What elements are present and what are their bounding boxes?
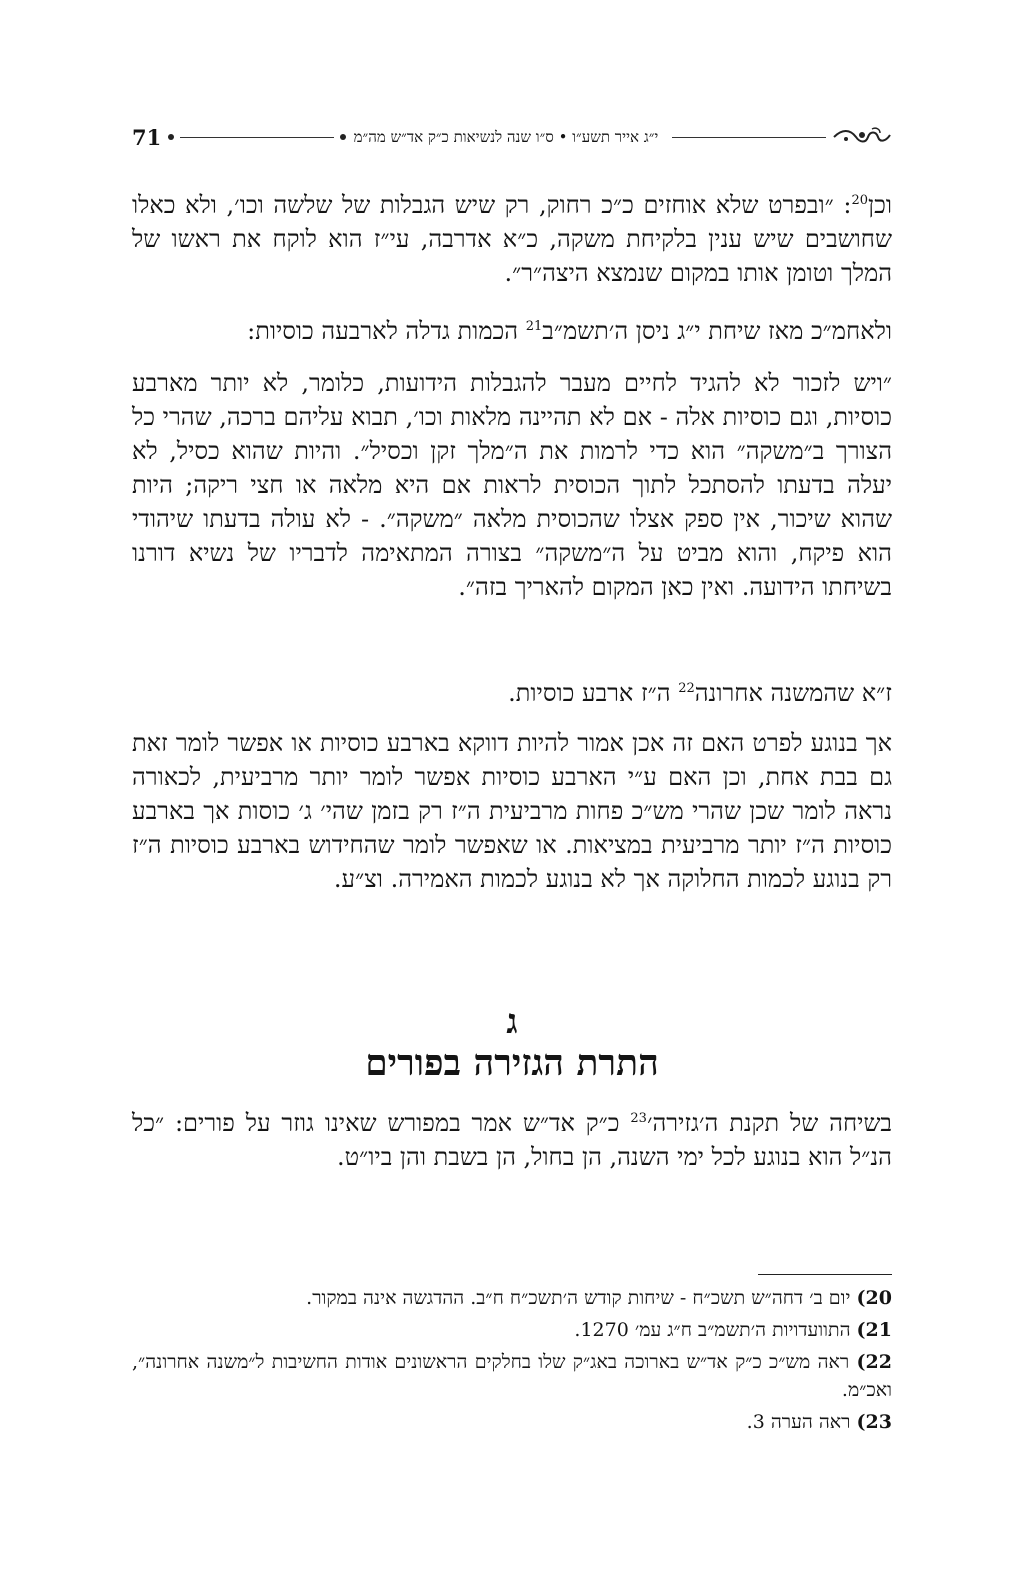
section-title: התרת הגזירה בפורים	[365, 1042, 659, 1084]
footnote-text: התוועדויות ה׳תשמ״ב ח״ג עמ׳ 1270.	[574, 1319, 857, 1341]
flourish-ornament-icon	[832, 125, 892, 149]
running-header	[132, 122, 892, 152]
paragraph-6-lead: בשיחה של תקנת ה׳גזירה׳	[646, 1109, 892, 1137]
paragraph-3-quote	[132, 366, 892, 604]
footnote-number: 21)	[856, 1319, 892, 1341]
paragraph-3-text: ״ויש לזכור לא להגיד לחיים מעבר להגבלות הידועות, כלומר, לא יותר מארבע כוסיות, וגם כוסיות אלה - אם לא תהיינה מלאות וכו׳, תבוא עליהם ברכה, שהרי כל הצורך ב״משקה״ הוא כדי לרמות את ה״מלך זקן וכסיל״. והיות שהוא כסיל, לא יעלה בדעתו להסתכל לתוך הכוסית לראות אם היא מלאה או חצי ריקה; היות שהוא שיכור, אין ספק אצלו שהכוסית מלאה ״משקה״. - לא עולה בדעתו שיהודי הוא פיקח, והוא מביט על ה״משקה״ בצורה המתאימה לדבריו של נשיא דורנו בשיחתו הידועה. ואין כאן המקום להאריך בזה״.	[132, 369, 892, 601]
footnote-number: 22)	[856, 1351, 892, 1373]
paragraph-6	[132, 1106, 892, 1174]
footnotes	[132, 1284, 892, 1440]
header-rule-right	[672, 137, 826, 138]
paragraph-1	[132, 188, 892, 290]
footnote-divider	[758, 1274, 892, 1275]
paragraph-4-text: ה״ז ארבע כוסיות.	[508, 679, 679, 707]
paragraph-2-lead: ולאחמ״כ מאז שיחת י״ג ניסן ה׳תשמ״ב	[542, 317, 892, 345]
footnote-number: 20)	[856, 1287, 892, 1309]
footnote-20	[132, 1284, 892, 1312]
footnote-ref-23: 23	[630, 1111, 647, 1126]
footnote-22	[132, 1348, 892, 1404]
header-rule-left	[180, 137, 334, 138]
section-letter: ג	[506, 1002, 518, 1042]
page-number: 71	[132, 124, 162, 150]
footnote-number: 23)	[856, 1411, 892, 1433]
footnote-ref-22: 22	[678, 681, 695, 696]
paragraph-1-lead: וכן	[868, 191, 892, 219]
running-title: י״ג אייר תשע״ו • ס״ו שנה לנשיאות כ״ק אד״ש מה״מ	[353, 127, 659, 146]
paragraph-2-text: הכמות גדלה לארבעה כוסיות:	[247, 317, 526, 345]
paragraph-2	[132, 314, 892, 348]
header-rule-dot-left	[168, 134, 174, 140]
paragraph-4-lead: ז״א שהמשנה אחרונה	[694, 679, 892, 707]
paragraph-5	[132, 726, 892, 896]
footnote-ref-21: 21	[525, 319, 543, 334]
footnote-text: ראה הערה 3.	[746, 1411, 857, 1433]
paragraph-5-text: אך בנוגע לפרט האם זה אכן אמור להיות דווקא בארבע כוסיות או אפשר לומר זאת גם בבת אחת, וכן האם ע״י הארבע כוסיות אפשר לומר יותר מרביעית, לכאורה נראה לומר שכן שהרי מש״כ פחות מרביעית ה״ז רק בזמן שהי׳ ג׳ כוסות אך בארבע כוסיות ה״ז יותר מרביעית במציאות. או שאפשר לומר שהחידוש בארבע כוסיות ה״ז רק בנוגע לכמות החלוקה אך לא בנוגע לכמות האמירה. וצ״ע.	[132, 729, 892, 893]
footnote-21	[132, 1316, 892, 1344]
footnote-text: ראה מש״כ כ״ק אד״ש בארוכה באג״ק שלו בחלקים הראשונים אודות החשיבות ל״משנה אחרונה״, ואכ״מ.	[132, 1351, 892, 1401]
footnote-text: יום ב׳ דחה״ש תשכ״ח - שיחות קודש ה׳תשכ״ח ח״ב. ההדגשה אינה במקור.	[306, 1287, 857, 1309]
footnote-23	[132, 1408, 892, 1436]
paragraph-1-text: : ״ובפרט שלא אוחזים כ״כ רחוק, רק שיש הגבלות של שלשה וכו׳, ולא כאלו שחושבים שיש ענין בלקיחת משקה, כ״א אדרבה, עי״ז הוא לוקח את ראשו של המלך וטומן אותו במקום שנמצא היצה״ר״.	[132, 191, 892, 287]
paragraph-6-text: כ״ק אד״ש אמר במפורש שאינו גוזר על פורים: ״כל הנ״ל הוא בנוגע לכל ימי השנה, הן בחול, הן בשבת והן ביו״ט.	[132, 1109, 892, 1171]
paragraph-4	[132, 676, 892, 710]
footnote-ref-20: 20	[851, 193, 868, 208]
